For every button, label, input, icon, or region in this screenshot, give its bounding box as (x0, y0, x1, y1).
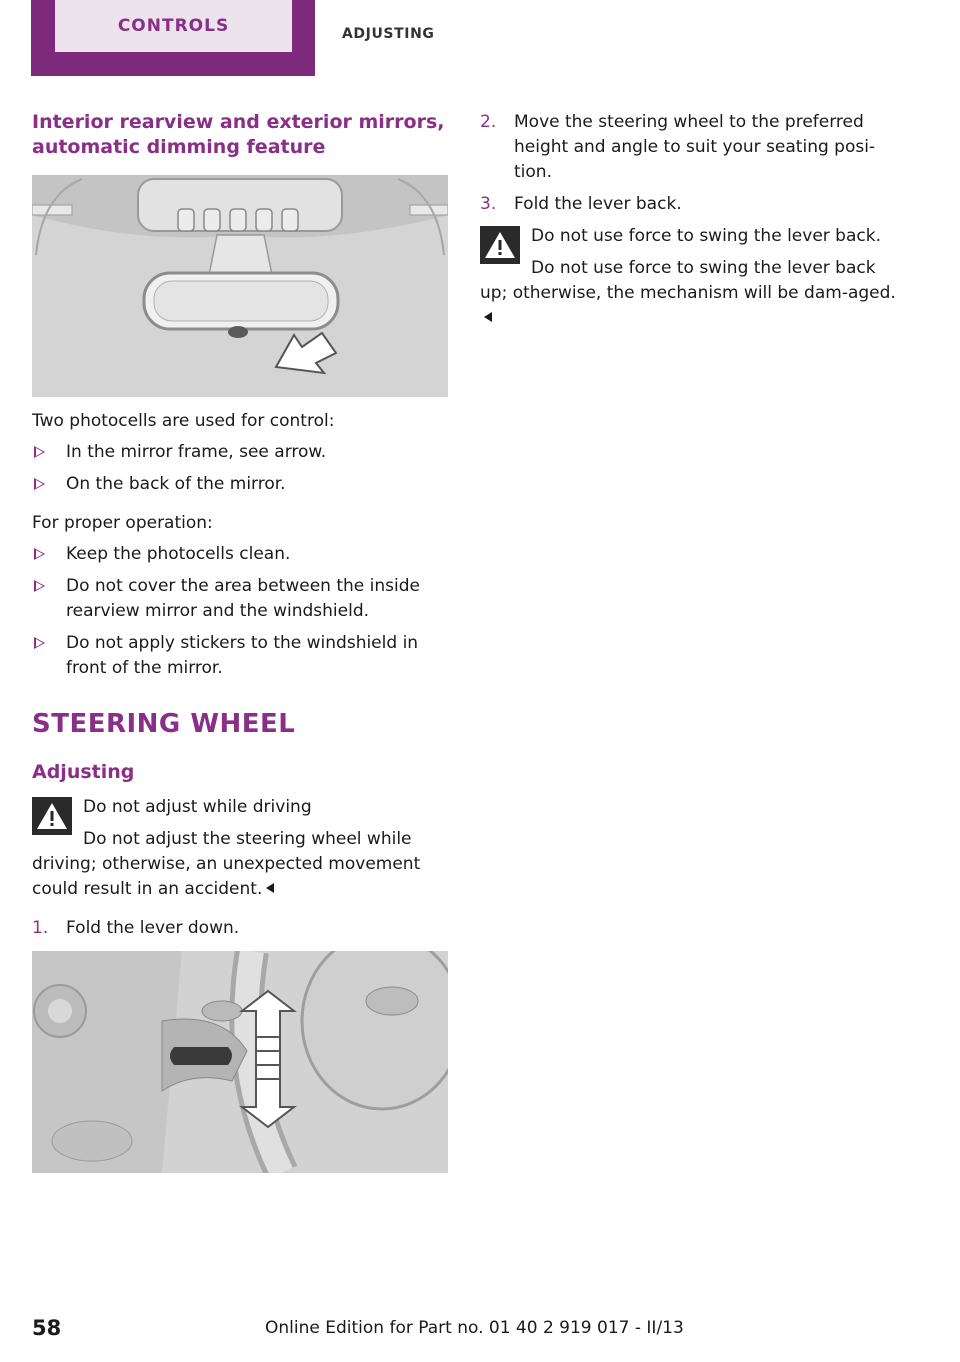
step-text: Move the steering wheel to the preferred height and angle to suit your seating posi‐tion. (514, 112, 876, 182)
bullet-triangle-icon (34, 580, 45, 592)
warning-block (32, 795, 448, 902)
step-text: Fold the lever back. (514, 194, 682, 214)
edition-note: Online Edition for Part no. 01 40 2 919 017 - II/13 (265, 1318, 684, 1338)
step-number: 3. (480, 194, 497, 214)
section-tab-label: CONTROLS (117, 16, 230, 36)
photocell-list (32, 440, 448, 497)
step-item (480, 110, 896, 185)
right-column (480, 110, 896, 331)
bullet-triangle-icon (34, 478, 45, 490)
list-item-text: Do not apply stickers to the windshield in front of the mirror. (66, 633, 419, 678)
list-item-text: Do not cover the area between the inside rearview mirror and the windshield. (66, 576, 420, 621)
bullet-triangle-icon (34, 637, 45, 649)
operation-list (32, 542, 448, 681)
step-text: Fold the lever down. (66, 918, 240, 938)
list-item-text: On the back of the mirror. (66, 474, 286, 494)
mirrors-heading: Interior rearview and exterior mirrors, automatic dimming feature (32, 111, 445, 158)
warning-block (480, 224, 896, 331)
mirror-illustration (32, 175, 448, 397)
warning-title: Do not use force to swing the lever back. (531, 226, 881, 246)
step-number: 1. (32, 918, 49, 938)
list-item (32, 472, 448, 497)
step-item (480, 192, 896, 217)
step-number: 2. (480, 112, 497, 132)
mirror-illustration-svg (32, 175, 448, 397)
end-mark-icon (484, 312, 492, 322)
steering-lever-illustration-svg (32, 951, 448, 1173)
warning-text (32, 827, 448, 902)
list-item (32, 631, 448, 681)
section-tab-inner (55, 0, 292, 52)
list-item (32, 574, 448, 624)
page-number: 58 (32, 1316, 62, 1340)
left-column (32, 110, 448, 1173)
warning-text-body: Do not use force to swing the lever back up; otherwise, the mechanism will be dam‐aged. (480, 258, 896, 303)
list-item (32, 542, 448, 567)
warning-title: Do not adjust while driving (83, 797, 312, 817)
section-tab (31, 0, 315, 76)
adjusting-heading: Adjusting (32, 761, 135, 783)
steps-list-continued (480, 110, 896, 217)
steps-list (32, 916, 448, 941)
bullet-triangle-icon (34, 548, 45, 560)
steering-heading: STEERING WHEEL (32, 709, 296, 739)
warning-triangle-icon (480, 226, 520, 264)
warning-triangle-icon (32, 797, 72, 835)
list-item-text: Keep the photocells clean. (66, 544, 291, 564)
bullet-triangle-icon (34, 446, 45, 458)
operation-intro: For proper operation: (32, 513, 213, 533)
warning-text (480, 256, 896, 331)
list-item-text: In the mirror frame, see arrow. (66, 442, 327, 462)
breadcrumb: ADJUSTING (342, 26, 435, 42)
end-mark-icon (266, 883, 274, 893)
step-item (32, 916, 448, 941)
list-item (32, 440, 448, 465)
steering-lever-illustration (32, 951, 448, 1173)
photocells-intro: Two photocells are used for control: (32, 411, 335, 431)
warning-text-body: Do not adjust the steering wheel while driving; otherwise, an unexpected movement could result in an accident. (32, 829, 421, 899)
